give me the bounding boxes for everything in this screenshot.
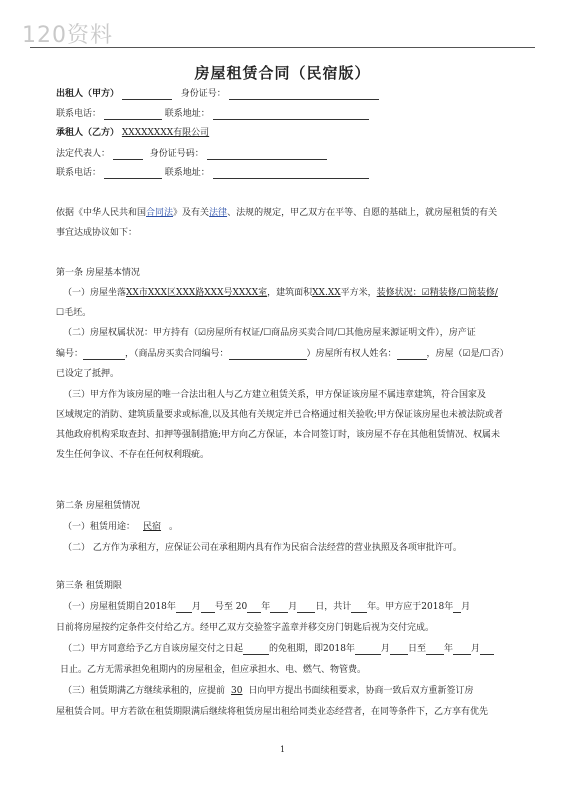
- a1-clause-2-line2: 编号： ，（商品房买卖合同编号： ）房屋所有权人姓名： ，房屋（☑是/☐否）: [56, 349, 509, 359]
- lessor-name-blank: [122, 89, 172, 100]
- a1-clause-3-line4: 发生任何争议、不存在任何权利瑕疵。: [56, 450, 210, 460]
- lessee-line: 承租人（乙方） XXXXXXXX有限公司: [56, 128, 210, 138]
- lessee-company: XXXXXXXX有限公司: [121, 128, 210, 138]
- article-3-title: 第三条 租赁期限: [56, 581, 122, 591]
- legal-rep-blank: [113, 149, 143, 160]
- a1-clause-2-line3: 已设定了抵押。: [56, 369, 120, 379]
- a3-clause-1-cont: 日前将房屋按约定条件交付给乙方。经甲乙双方交验签字盖章并移交房门钥匙后视为交付完成。: [56, 623, 435, 633]
- a3-clause-2: （二）甲方同意给予乙方自该房屋交付之日起 的免租期，即2018年 月 日至 年 月: [63, 643, 494, 655]
- page-title: 房屋租赁合同（民宿版）: [194, 64, 371, 82]
- lessor-contact-line: 联系电话： 联系地址：: [56, 108, 369, 120]
- lessor-id-blank: [229, 89, 379, 100]
- watermark: 120资料: [22, 23, 113, 48]
- lessor-phone-blank: [104, 109, 162, 120]
- a1-clause-1: （一）房屋坐落XX市XXX区XXX路XXX号XXXX室，建筑面积XX.XX平方米，装修状况：☑精装修/☐简装修/: [63, 288, 498, 298]
- legal-rep-line: 法定代表人： 身份证号码：: [56, 148, 327, 160]
- header-rule: [30, 47, 535, 48]
- lessee-contact-line: 联系电话： 联系地址：: [56, 167, 369, 179]
- a3-clause-3-cont: 屋租赁合同。甲方若欲在租赁期限满后继续将租赁房屋出租给同类业态经营者，在同等条件下，乙方享有优先: [56, 707, 489, 717]
- contract-law-link[interactable]: 合同法: [146, 208, 174, 218]
- article-2-title: 第二条 房屋租赁情况: [56, 501, 140, 511]
- a1-clause-3-line3: 其他政府机构采取查封、扣押等强制措施;甲方向乙方保证，本合同签订时，该房屋不存在其他租赁情况、权属未: [56, 430, 501, 440]
- a3-clause-1: （一）房屋租赁期自2018年 月 号至 20 年 月 日，共计 年。甲方应于2018年 月: [63, 602, 471, 612]
- a3-clause-2-cont: 日止。乙方无需承担免租期内的房屋租金，但应承担水、电、燃气、物管费。: [60, 665, 367, 675]
- a1-clause-3-line1: （三）甲方作为该房屋的唯一合法出租人与乙方建立租赁关系，甲方保证该房屋不属违章建筑，符合国家及: [63, 390, 487, 400]
- lessee-address-blank: [213, 168, 369, 179]
- legal-rep-id-blank: [207, 149, 327, 160]
- page-number: 1: [279, 745, 286, 754]
- lessor-line: 出租人（甲方） 身份证号：: [56, 88, 379, 100]
- intro-line-1: 依据《中华人民共和国合同法》及有关法律、法规的规定，甲乙双方在平等、自愿的基础上，就房屋租赁的有关: [56, 208, 498, 218]
- a2-clause-2: （二） 乙方作为承租方，应保证公司在承租期内具有作为民宿合法经营的营业执照及各项审批许可。: [63, 543, 462, 553]
- a3-clause-3: （三）租赁期满乙方继续承租的，应提前 30 日向甲方提出书面续租要求，协商一致后双方重新签订房: [63, 686, 474, 696]
- article-1-title: 第一条 房屋基本情况: [56, 268, 140, 278]
- a2-clause-1: （一）租赁用途： 民宿 。: [63, 522, 179, 532]
- a1-clause-2: （二）房屋权属状况：甲方持有（☑房屋所有权证/☐商品房买卖合同/☐其他房屋来源证明文件），房产证: [63, 328, 476, 338]
- lessee-phone-blank: [104, 168, 162, 179]
- law-link[interactable]: 法律: [209, 208, 228, 218]
- lessor-address-blank: [213, 109, 369, 120]
- a1-clause-1-cont: ☐毛坯。: [56, 308, 92, 318]
- a1-clause-3-line2: 区域规定的消防、建筑质量要求或标准,以及其他有关规定并已合格通过相关验收;甲方保证该房屋也未被法院或者: [56, 410, 503, 420]
- intro-line-2: 事宜达成协议如下：: [56, 228, 138, 238]
